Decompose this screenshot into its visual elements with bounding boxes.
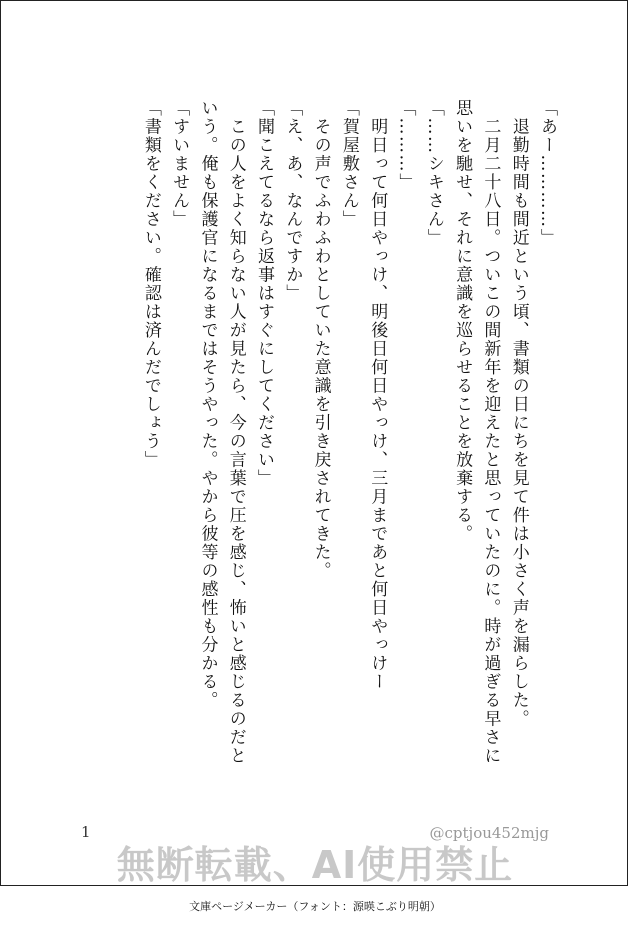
- page-number: 1: [81, 823, 91, 841]
- text-line: 「書類をください。確認は済んだでしょう」: [140, 99, 161, 469]
- text-line: 明日って何日やっけ、明後日何日やっけ、三月まであと何日やっけー: [367, 99, 388, 691]
- text-line: 「あー…………」: [537, 99, 557, 247]
- text-line: この人をよく知らない人が見たら、今の言葉で圧を感じ、怖いと感じるのだと: [225, 99, 246, 765]
- text-line: 「すいません」: [169, 99, 190, 229]
- author-handle: @cptjou452mjg: [429, 824, 549, 842]
- text-line: 思いを馳せ、それに意識を巡らせることを放棄する。: [452, 99, 473, 543]
- text-line: 退勤時間も間近という頃、書類の日にちを見て件は小さく声を漏らした。: [508, 99, 529, 728]
- text-line: 「え、あ、なんですか」: [282, 99, 303, 303]
- footer-credit: 文庫ページメーカー（フォント：源暎こぶり明朝）: [189, 900, 441, 913]
- text-line: 二月二十八日。ついこの間新年を迎えたと思っていたのに。時が過ぎる早さに: [480, 99, 501, 765]
- text-line: その声でふわふわとしていた意識を引き戻されてきた。: [310, 99, 331, 580]
- text-line: 「……シキさん」: [423, 99, 444, 247]
- watermark-text: 無断転載、AI使用禁止: [116, 843, 514, 887]
- text-line: いう。俺も保護官になるまではそうやった。やから彼等の感性も分かる。: [197, 99, 218, 710]
- vertical-text-body: [71, 99, 561, 819]
- text-line: 「聞こえてるなら返事はすぐにしてください」: [254, 99, 275, 488]
- text-line: 「賀屋敷さん」: [338, 99, 359, 229]
- text-line: 「………」: [395, 99, 416, 192]
